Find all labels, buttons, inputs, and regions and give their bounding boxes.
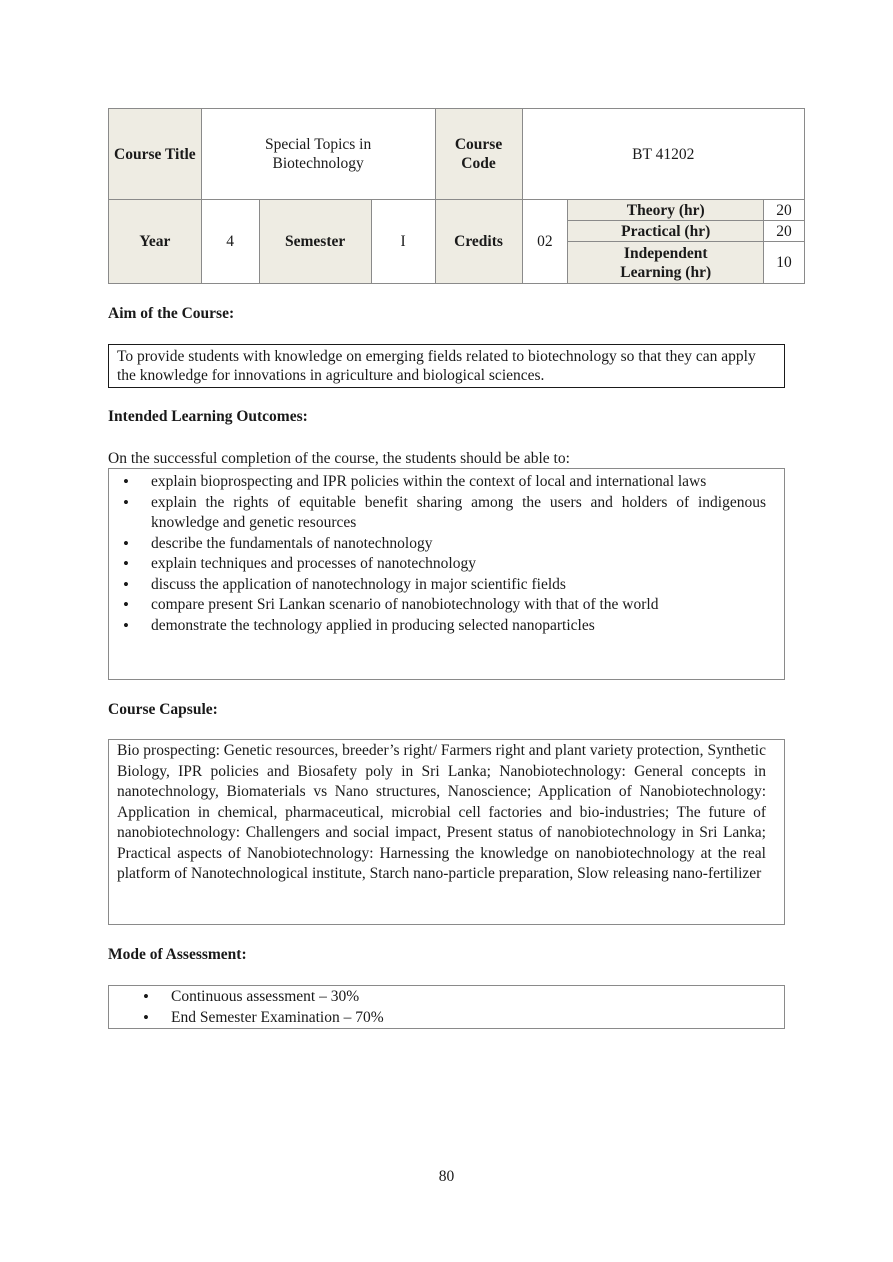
capsule-heading: Course Capsule: xyxy=(108,701,218,718)
course-code-value: BT 41202 xyxy=(522,109,804,200)
independent-hours-value: 10 xyxy=(764,242,805,284)
course-info-table xyxy=(108,108,805,284)
assessment-list xyxy=(129,987,784,1028)
independent-hours-label: Independent Learning (hr) xyxy=(568,242,764,284)
ilo-item: • demonstrate the technology applied in producing selected nanoparticles xyxy=(109,616,766,637)
semester-label: Semester xyxy=(259,200,371,284)
aim-box: To provide students with knowledge on emerging fields related to biotechnology so that they can apply the knowledge for innovations in agriculture and biological sciences. xyxy=(108,344,785,388)
assessment-box xyxy=(108,985,785,1029)
page-number: 80 xyxy=(438,1168,455,1185)
assessment-item: • Continuous assessment – 30% xyxy=(129,987,784,1008)
course-title-value: Special Topics in Biotechnology xyxy=(201,109,435,200)
ilo-heading: Intended Learning Outcomes: xyxy=(108,408,308,425)
theory-hours-value: 20 xyxy=(764,200,805,221)
assessment-item: • End Semester Examination – 70% xyxy=(129,1008,784,1029)
semester-value: I xyxy=(371,200,435,284)
ilo-item: • compare present Sri Lankan scenario of nanobiotechnology with that of the world xyxy=(109,595,766,616)
capsule-box: Bio prospecting: Genetic resources, breeder’s right/ Farmers right and plant variety protection, Synthetic Biology, IPR policies and Biosafety poly in Sri Lanka; Nanobiotechnology: General concepts in nanotechnology, Biomaterials vs Nano structures, Nanoscience; Application of Nanobiotechnology: Application in chemical, pharmaceutical, microbial cell factories and bio-industries; The future of nanobiotechnology: Challengers and social impact, Present status of nanobiotechnology in Sri Lanka; Practical aspects of Nanobiotechnology: Harnessing the knowledge on nanobiotechnology at the real platform of Nanotechnological institute, Starch nano-particle preparation, Slow releasing nano-fertilizer xyxy=(108,739,785,925)
ilo-item: • explain techniques and processes of nanotechnology xyxy=(109,554,766,575)
aim-heading: Aim of the Course: xyxy=(108,305,235,322)
ilo-box xyxy=(108,468,785,680)
practical-hours-value: 20 xyxy=(764,221,805,242)
course-title-label: Course Title xyxy=(109,109,202,200)
ilo-list xyxy=(109,472,766,636)
ilo-item: • explain bioprospecting and IPR policies within the context of local and international laws xyxy=(109,472,766,493)
credits-value: 02 xyxy=(522,200,568,284)
year-label: Year xyxy=(109,200,202,284)
course-code-label: Course Code xyxy=(435,109,522,200)
ilo-item: • explain the rights of equitable benefit sharing among the users and holders of indigenous knowledge and genetic resources xyxy=(109,493,766,534)
ilo-item: • describe the fundamentals of nanotechnology xyxy=(109,534,766,555)
theory-hours-label: Theory (hr) xyxy=(568,200,764,221)
credits-label: Credits xyxy=(435,200,522,284)
practical-hours-label: Practical (hr) xyxy=(568,221,764,242)
ilo-item: • discuss the application of nanotechnology in major scientific fields xyxy=(109,575,766,596)
ilo-intro: On the successful completion of the course, the students should be able to: xyxy=(108,450,570,467)
year-value: 4 xyxy=(201,200,259,284)
assessment-heading: Mode of Assessment: xyxy=(108,946,247,963)
